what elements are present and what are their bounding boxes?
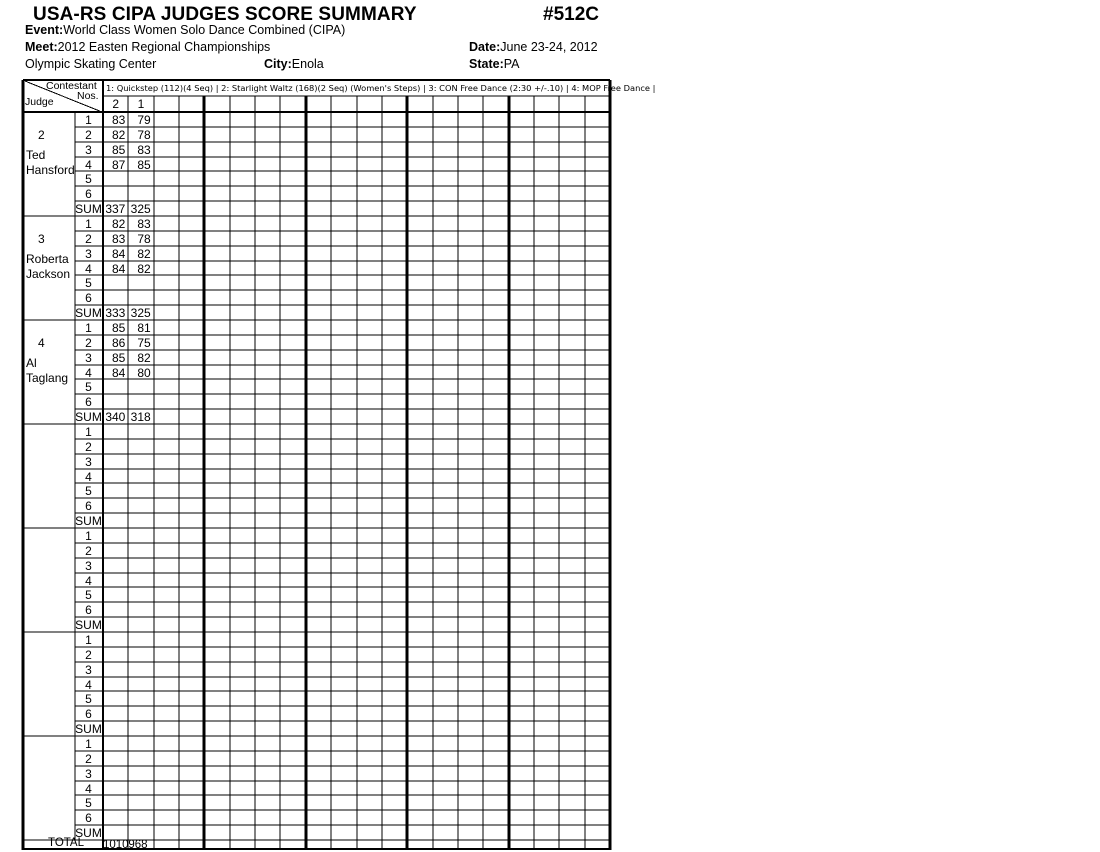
city-label: City: [264, 57, 292, 71]
score-cell: 84 [111, 246, 126, 261]
row-label: 2 [85, 127, 92, 142]
meet-value: 2012 Easten Regional Championships [57, 40, 271, 54]
row-label: 2 [85, 543, 92, 558]
judge-number: 2 [38, 128, 45, 142]
city-value: Enola [291, 57, 324, 71]
state-label: State: [469, 57, 504, 71]
row-label: 6 [85, 187, 92, 202]
row-label: SUM [75, 826, 102, 841]
score-cell: 85 [111, 320, 126, 335]
row-label: 1 [85, 424, 92, 439]
corner-contestant-label: Contestant [46, 80, 97, 92]
score-cell: 81 [137, 320, 151, 335]
row-label: 6 [85, 499, 92, 514]
row-label: 3 [85, 766, 92, 781]
score-cell: 83 [137, 216, 151, 231]
row-label: 3 [85, 350, 92, 365]
state-value: PA [503, 57, 520, 71]
row-label: 2 [85, 335, 92, 350]
score-cell: 79 [137, 113, 151, 127]
score-cell: 80 [137, 365, 151, 380]
row-label: SUM [75, 306, 102, 321]
row-label: 2 [85, 231, 92, 246]
meet-label: Meet: [25, 40, 58, 54]
date-label: Date: [469, 40, 501, 54]
score-cell: 78 [137, 127, 151, 142]
score-cell: 85 [111, 350, 126, 365]
row-label: 5 [85, 276, 92, 291]
row-label: 3 [85, 558, 92, 573]
total-cell: 968 [128, 838, 148, 851]
row-label: 6 [85, 395, 92, 410]
row-label: 4 [85, 781, 92, 796]
row-label: 5 [85, 692, 92, 707]
total-label: TOTAL [48, 837, 84, 849]
row-label: 4 [85, 365, 92, 380]
corner-nos-label: Nos. [77, 90, 99, 102]
row-label: 3 [85, 454, 92, 469]
row-label: 1 [85, 216, 92, 231]
date-value: June 23-24, 2012 [500, 40, 598, 54]
judge-first-name: Roberta [26, 251, 69, 266]
row-label: 4 [85, 261, 92, 276]
score-cell: 82 [137, 261, 151, 276]
row-label: SUM [75, 514, 102, 529]
page-title: USA-RS CIPA JUDGES SCORE SUMMARY [33, 4, 417, 25]
row-label: 3 [85, 662, 92, 677]
contestant-number: 1 [137, 97, 145, 111]
row-label: 6 [85, 603, 92, 618]
row-label: 4 [85, 677, 92, 692]
row-label: 4 [85, 573, 92, 588]
row-label: 1 [85, 736, 92, 751]
judge-number: 3 [38, 231, 45, 246]
row-label: 1 [85, 632, 92, 647]
row-label: 1 [85, 113, 92, 127]
score-cell: 84 [111, 365, 126, 380]
sum-cell: 333 [105, 306, 126, 321]
total-cell: 1010 [103, 838, 129, 851]
event-value: World Class Women Solo Dance Combined (CIPA) [63, 23, 346, 37]
row-label: 4 [85, 469, 92, 484]
row-label: SUM [75, 722, 102, 737]
contestant-number: 2 [112, 97, 120, 111]
judge-last-name: Hansford [26, 163, 75, 177]
row-label: 5 [85, 380, 92, 395]
row-label: 2 [85, 647, 92, 662]
score-cell: 82 [137, 350, 151, 365]
row-label: 3 [85, 142, 92, 157]
row-label: 1 [85, 528, 92, 543]
judge-number: 4 [38, 335, 45, 350]
score-cell: 78 [137, 231, 151, 246]
row-label: 6 [85, 811, 92, 826]
score-cell: 87 [111, 157, 126, 172]
sum-cell: 337 [105, 202, 126, 217]
row-label: 5 [85, 484, 92, 499]
venue: Olympic Skating Center [25, 57, 157, 71]
score-cell: 83 [137, 142, 151, 157]
row-label: 5 [85, 172, 92, 187]
form-number: #512C [543, 4, 599, 25]
row-label: SUM [75, 202, 102, 217]
sum-cell: 340 [105, 410, 126, 425]
score-cell: 86 [111, 335, 126, 350]
score-cell: 82 [137, 246, 151, 261]
row-label: SUM [75, 618, 102, 633]
row-label: 4 [85, 157, 92, 172]
score-cell: 82 [111, 216, 126, 231]
row-label: 6 [85, 707, 92, 722]
score-cell: 85 [137, 157, 151, 172]
event-label: Event: [25, 23, 64, 37]
sum-cell: 325 [130, 202, 151, 217]
judge-last-name: Jackson [26, 266, 71, 281]
score-cell: 83 [111, 231, 126, 246]
corner-judge-label: Judge [25, 96, 54, 108]
judge-last-name: Taglang [26, 370, 69, 385]
row-label: 5 [85, 588, 92, 603]
sum-cell: 325 [130, 306, 151, 321]
row-label: 3 [85, 246, 92, 261]
row-label: 5 [85, 796, 92, 811]
score-cell: 84 [111, 261, 126, 276]
score-cell: 82 [111, 127, 126, 142]
score-cell: 75 [137, 335, 151, 350]
judge-first-name: Al [26, 355, 37, 370]
row-label: 2 [85, 439, 92, 454]
row-label: SUM [75, 410, 102, 425]
score-cell: 85 [111, 142, 126, 157]
dances-header: 1: Quickstep (112)(4 Seq) | 2: Starlight Waltz (168)(2 Seq) (Women's Steps) | 3: CON Free Dance (2:30 +/-.10) | 4: MOP Free Dance | [106, 83, 656, 93]
row-label: 1 [85, 320, 92, 335]
score-cell: 83 [111, 113, 126, 127]
row-label: 2 [85, 751, 92, 766]
row-label: 6 [85, 291, 92, 306]
sum-cell: 318 [130, 410, 151, 425]
judge-first-name: Ted [26, 148, 46, 162]
